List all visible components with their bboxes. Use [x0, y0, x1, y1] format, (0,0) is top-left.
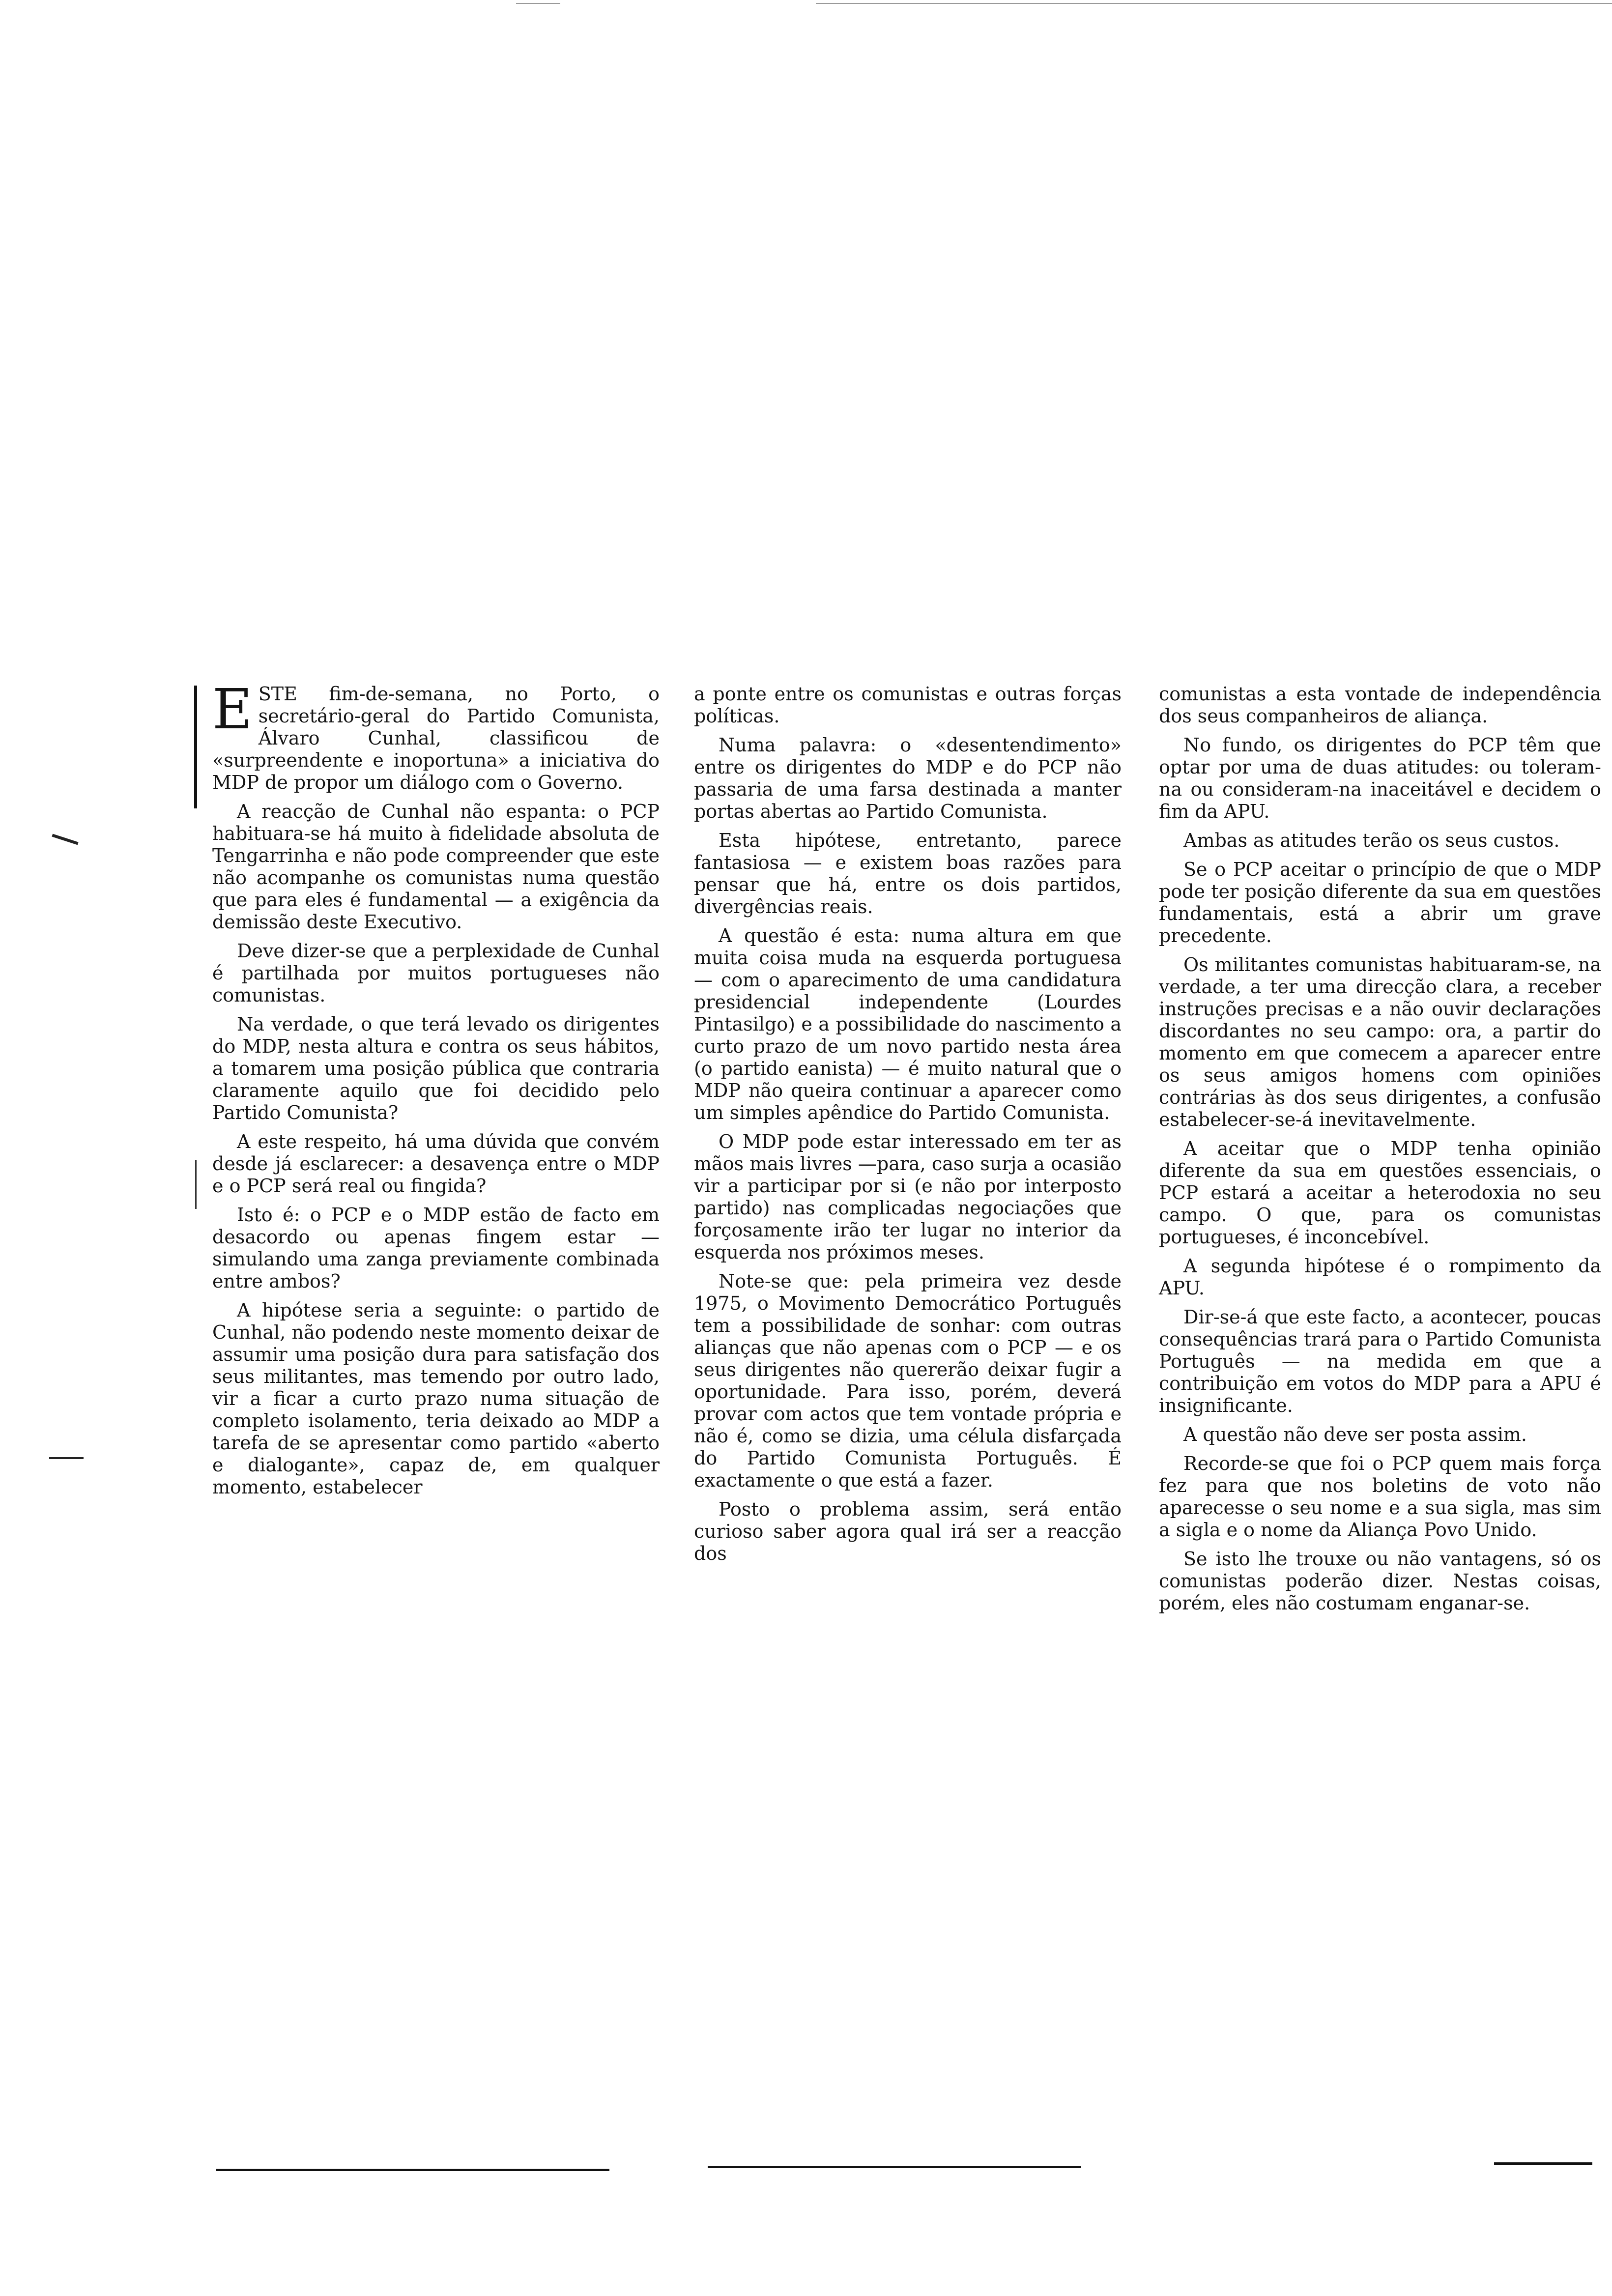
drop-cap: E [212, 678, 253, 742]
paragraph: Os militantes comunistas habituaram-se, na verdade, a ter uma direcção clara, a receber instruções precisas e a não ouvir declarações discordantes no seu campo: ora, a partir do momento em que comecem a aparecer entre os seus amigos homens com opiniões contrárias às dos seus dirigentes, a confusão estabelecer-se-á inevitavelmente. [1159, 954, 1601, 1130]
paragraph: No fundo, os dirigentes do PCP têm que optar por uma de duas atitudes: ou toleram-na ou consideram-na inaceitável e decidem o fim da APU. [1159, 734, 1601, 822]
paragraph: Isto é: o PCP e o MDP estão de facto em desacordo ou apenas fingem estar — simulando uma zanga previamente combinada entre ambos? [212, 1204, 660, 1292]
left-margin-rule [194, 686, 197, 808]
paragraph: A este respeito, há uma dúvida que convém desde já esclarecer: a desavença entre o MDP e o PCP será real ou fingida? [212, 1131, 660, 1197]
paragraph: ESTE fim-de-semana, no Porto, o secretário-geral do Partido Comunista, Álvaro Cunhal, classificou de «surpreendente e inoportuna» a iniciativa do MDP de propor um diálogo com o Governo. [212, 678, 660, 793]
scan-mark [49, 1457, 84, 1459]
scan-artifact-line [516, 3, 560, 4]
paragraph: Deve dizer-se que a perplexidade de Cunhal é partilhada por muitos portugueses não comunistas. [212, 940, 660, 1006]
paragraph: a ponte entre os comunistas e outras forças políticas. [694, 683, 1122, 727]
paragraph: O MDP pode estar interessado em ter as mãos mais livres —para, caso surja a ocasião vir a participar por si (e não por interposto partido) nas complicadas negociações que forçosamente irão ter lugar no interior da esquerda nos próximos meses. [694, 1131, 1122, 1263]
article-column-3 [1159, 683, 1601, 1621]
paragraph: A aceitar que o MDP tenha opinião diferente da sua em questões essenciais, o PCP estará a aceitar a heterodoxia no seu campo. O que, para os comunistas portugueses, é inconcebível. [1159, 1138, 1601, 1248]
column-end-rule [708, 2166, 1081, 2168]
paragraph: A reacção de Cunhal não espanta: o PCP habituara-se há muito à fidelidade absoluta de Tengarrinha e não pode compreender que este não acompanhe os comunistas numa questão que para eles é fundamental — a exigência da demissão deste Executivo. [212, 801, 660, 933]
paragraph: Numa palavra: o «desentendimento» entre os dirigentes do MDP e do PCP não passaria de uma farsa destinada a manter portas abertas ao Partido Comunista. [694, 734, 1122, 822]
scan-artifact-line [816, 3, 1612, 4]
column-end-rule [1494, 2162, 1592, 2165]
paragraph: Posto o problema assim, será então curioso saber agora qual irá ser a reacção dos [694, 1498, 1122, 1564]
article-column-2 [694, 683, 1122, 1572]
paragraph: Dir-se-á que este facto, a acontecer, poucas consequências trará para o Partido Comunista Português — na medida em que a contribuição em votos do MDP para a APU é insignificante. [1159, 1306, 1601, 1416]
paragraph: Se isto lhe trouxe ou não vantagens, só os comunistas poderão dizer. Nestas coisas, porém, eles não costumam enganar-se. [1159, 1548, 1601, 1614]
paragraph: Note-se que: pela primeira vez desde 1975, o Movimento Democrático Português tem a possibilidade de sonhar: com outras alianças que não apenas com o PCP — e os seus dirigentes não quererão deixar fugir a oportunidade. Para isso, porém, deverá provar com actos que tem vontade própria e não é, como se dizia, uma célula disfarçada do Partido Comunista Português. É exactamente o que está a fazer. [694, 1270, 1122, 1491]
column-end-rule [216, 2169, 609, 2171]
paragraph: Ambas as atitudes terão os seus custos. [1183, 830, 1560, 851]
paragraph: Recorde-se que foi o PCP quem mais força fez para que nos boletins de voto não aparecesse o seu nome e a sua sigla, mas sim a sigla e o nome da Aliança Povo Unido. [1159, 1453, 1601, 1541]
article-column-1 [212, 678, 660, 1505]
paragraph: Se o PCP aceitar o princípio de que o MDP pode ter posição diferente da sua em questões fundamentais, está a abrir um grave precedente. [1159, 859, 1601, 947]
paragraph: A questão não deve ser posta assim. [1183, 1424, 1527, 1445]
paragraph: Esta hipótese, entretanto, parece fantasiosa — e existem boas razões para pensar que há, entre os dois partidos, divergências reais. [694, 830, 1122, 918]
left-margin-rule [195, 1160, 197, 1209]
scan-mark [52, 834, 78, 845]
paragraph: A segunda hipótese é o rompimento da APU. [1159, 1255, 1601, 1299]
paragraph: A hipótese seria a seguinte: o partido de Cunhal, não podendo neste momento deixar de assumir uma posição dura para satisfação dos seus militantes, mas temendo por outro lado, vir a ficar a curto prazo numa situação de completo isolamento, teria deixado ao MDP a tarefa de se apresentar como partido «aberto e dialogante», capaz de, em qualquer momento, estabelecer [212, 1299, 660, 1498]
paragraph: comunistas a esta vontade de independência dos seus companheiros de aliança. [1159, 683, 1601, 727]
paragraph: A questão é esta: numa altura em que muita coisa muda na esquerda portuguesa — com o aparecimento de uma candidatura presidencial independente (Lourdes Pintasilgo) e a possibilidade do nascimento a curto prazo de um novo partido nesta área (o partido eanista) — é muito natural que o MDP não queira continuar a aparecer como um simples apêndice do Partido Comunista. [694, 925, 1122, 1123]
paragraph: Na verdade, o que terá levado os dirigentes do MDP, nesta altura e contra os seus hábitos, a tomarem uma posição pública que contraria claramente aquilo que foi decidido pelo Partido Comunista? [212, 1013, 660, 1123]
